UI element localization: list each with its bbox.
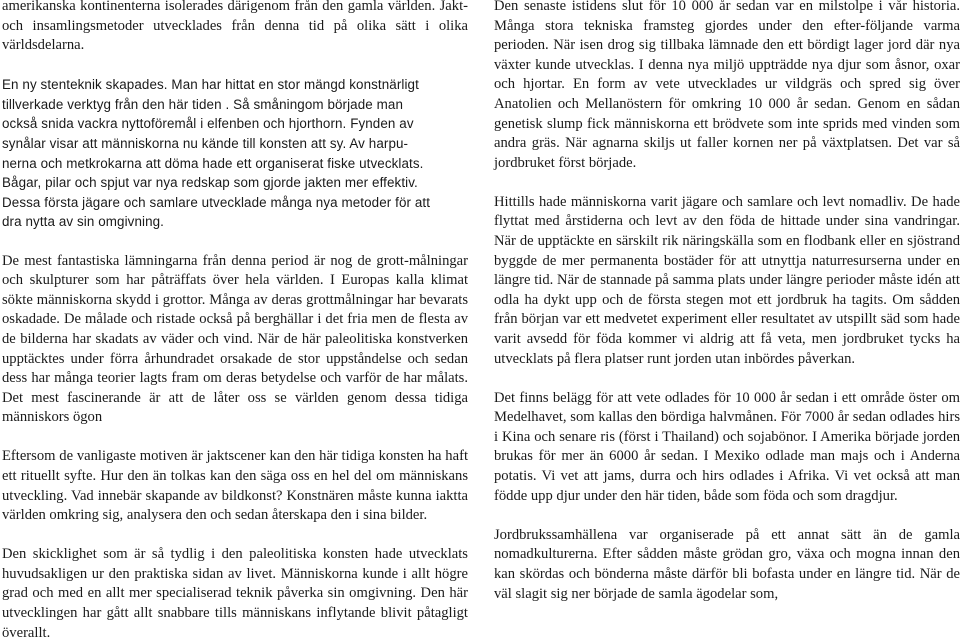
paragraph-hunting-motifs: Eftersom de vanligaste motiven är jaktscener kan den här tidiga konsten ha haft ett rituellt syfte. Hur den än tolkas kan den säga oss en hel del om människans utveckling. Vad innebär skapande av bildkonst? Konstnären måste kunna iaktta världen omkring sig, analysera den och sedan återskapa den i sina bilder. bbox=[2, 448, 468, 524]
paragraph-nomads: Hittills hade människorna varit jägare och samlare och levt nomadliv. De hade flyttat med årstiderna och levt av den föda de hittade under sina vandringar. När de upptäckte en särskilt rik näringskälla som en flodbank eller en sjöstrand byggde de mer permanenta bostäder för att utnyttja naturresurserna under en längre tid. När de stannade på samma plats under längre perioder måste idén att odla ha dykt upp och de första stegen mot ett jordbruk ha tagits. Om sådden från början var ett medvetet experiment eller resultatet av utspillt säd som hade varit avsedd för föda kommer vi aldrig att få veta, men jordbruket tycks ha utvecklats på flera platser runt jorden utan inbördes påverkan. bbox=[494, 193, 960, 367]
paragraph-continuation: amerikanska kontinenterna isolerades därigenom från den gamla världen. Jakt- och insamlingsmetoder utvecklades från denna tid på olika sätt i olika världsdelarna. bbox=[2, 0, 468, 54]
paragraph-crops: Det finns belägg för att vete odlades för 10 000 år sedan i ett område öster om Medelhavet, som kallas den bördiga halvmånen. För 7000 år sedan odlades hirs i Kina och senare ris (först i Thailand) och sojabönor. I Amerika började jorden brukas för mer än 6000 år sedan. I Mexiko odlade man majs och i Anderna potatis. Vi vet att jams, durra och hirs odlades i Afrika. Vi vet också att man födde upp djur under den här tiden, både som föda och som dragdjur. bbox=[494, 389, 960, 504]
text-line: nerna och metkrokarna att döma hade ett organiserat fiske utvecklats. bbox=[2, 155, 424, 171]
text-line: En ny stenteknik skapades. Man har hittat en stor mängd konstnärligt bbox=[2, 77, 419, 93]
right-column bbox=[494, 0, 960, 604]
left-column bbox=[2, 0, 468, 643]
text-line: tillverkade verktyg från den här tiden . Så småningom började man bbox=[2, 96, 403, 112]
text-line: dra nytta av sin omgivning. bbox=[2, 214, 164, 230]
paragraph-ice-age: Den senaste istidens slut för 10 000 år sedan var en milstolpe i vår historia. Många stora tekniska framsteg gjordes under den efter-följande varma perioden. När isen drog sig tillbaka lämnade den ett bördigt lager jord där nya växter kunde utvecklas. I denna nya miljö uppträdde nya djur som åsnor, oxar och hjortar. En form av vete utvecklades ur vildgräs och spred sig över Anatolien och Mellanöstern för omkring 10 000 år sedan. Genom en sådan genetisk slump fick människorna ett brödvete som inte sprids med vinden som andra gräs. När agnarna skiljs ut faller kornen ner på växtplatsen. Det var så jordbruket först började. bbox=[494, 0, 960, 171]
paragraph-cave-paintings: De mest fantastiska lämningarna från denna period är nog de grott-målningar och skulpturer som har påträffats över hela världen. I Europas kalla klimat sökte människorna skydd i grottor. Många av deras grottmålningar har bevarats oskadade. De målade och ristade också på berghällar i det fria men de flesta av de bilderna har skadats av väder och vind. När de här paleolitiska konstverken upptäcktes under förra århundradet orsakade de stor uppståndelse och sedan dess har många teorier lagts fram om deras betydelse och varför de har målats. Det mest fascinerande är att de låter oss se världen genom dessa tidiga människors ögon bbox=[2, 252, 468, 426]
text-line: Dessa första jägare och samlare utvecklade många nya metoder för att bbox=[2, 194, 431, 210]
paragraph-skill: Den skicklighet som är så tydlig i den paleolitiska konsten hade utvecklats huvudsakligen ur den praktiska sidan av livet. Människorna kunde i allt högre grad och med en allt mer specialiserad teknik påverka sin omgivning. Den här utvecklingen har gått allt snabbare tills människans inflytande blivit påtagligt överallt. bbox=[2, 546, 468, 641]
text-line: synålar visar att människorna nu kände till konsten att sy. Av harpu- bbox=[2, 136, 409, 152]
paragraph-stone-technology bbox=[2, 75, 468, 232]
text-line: också snida vackra nyttoföremål i elfenben och hjorthorn. Fynden av bbox=[2, 116, 414, 132]
paragraph-agricultural-societies: Jordbrukssamhällena var organiserade på ett annat sätt än de gamla nomadkulturerna. Efter sådden måste grödan gro, växa och mogna innan den kan skördas och bönderna måste därför bli bofasta under en längre tid. När de väl slagit sig ner började de samla ägodelar som, bbox=[494, 526, 960, 602]
text-line: Bågar, pilar och spjut var nya redskap som gjorde jakten mer effektiv. bbox=[2, 175, 418, 191]
